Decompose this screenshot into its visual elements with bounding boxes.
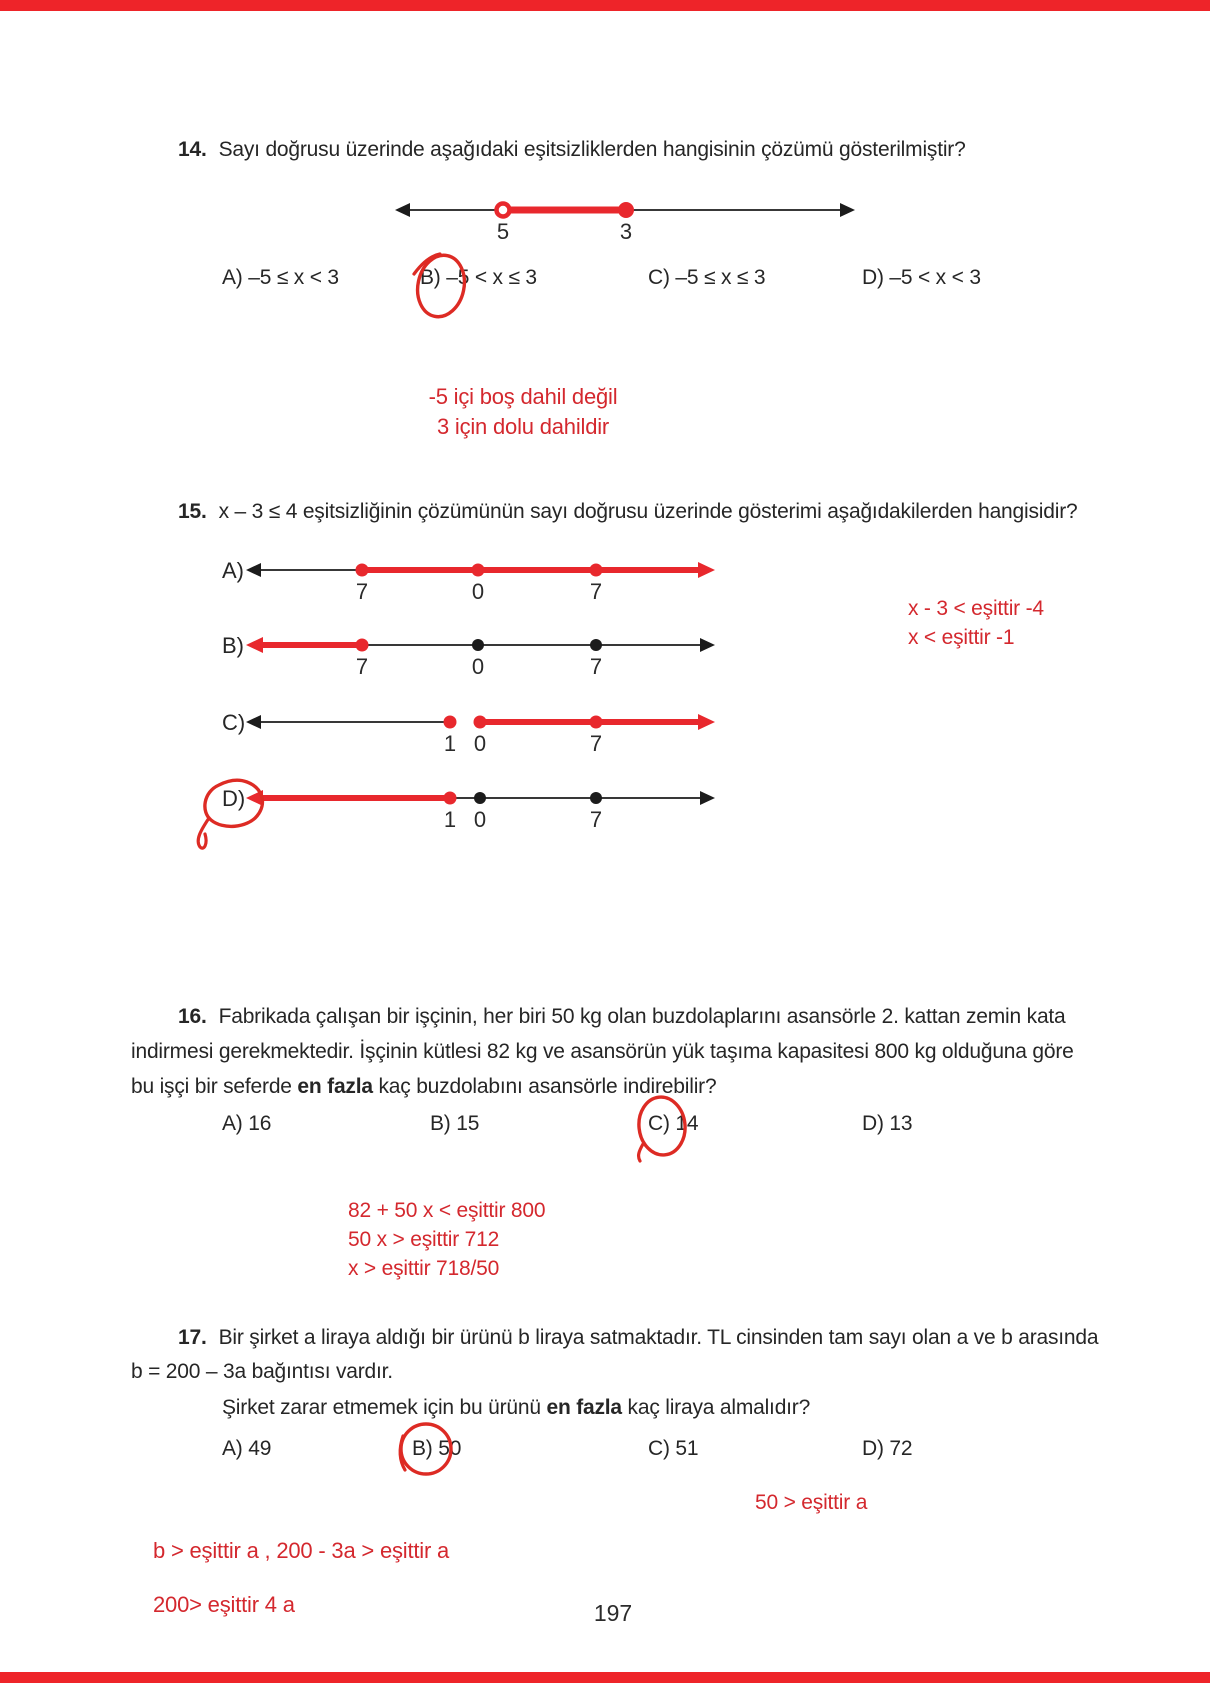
q16-answer-circle [632, 1094, 694, 1164]
q15-option-d-label: D) [222, 786, 246, 811]
annotation-line: x < eşittir -1 [908, 626, 1015, 649]
q15-numberline-a [240, 552, 730, 606]
q14-option-b: B) –5 < x ≤ 3 [420, 266, 537, 289]
q14-option-a: A) –5 ≤ x < 3 [222, 266, 339, 289]
q14-answer-circle [412, 250, 474, 324]
tick-label: 0 [473, 807, 487, 832]
q17-line3-pre: Şirket zarar etmemek için bu ürünü [222, 1396, 547, 1419]
q15-annotation [908, 594, 1044, 652]
q15-numberline-c [240, 704, 730, 758]
q15-option-c-label: C) [222, 710, 246, 735]
page-number: 197 [593, 1600, 633, 1626]
left-arrow-icon [246, 563, 261, 577]
q14-question-line [178, 138, 966, 162]
q16-line3-bold: en fazla [297, 1075, 373, 1098]
tick-label: 7 [589, 807, 603, 832]
left-arrow-icon [246, 637, 263, 653]
q17-line-3 [222, 1396, 810, 1420]
q17-number: 17. [178, 1326, 207, 1349]
q15-question-line [178, 500, 1077, 524]
q16-text-line1: Fabrikada çalışan bir işçinin, her biri 50 kg olan buzdolaplarını asansörle 2. kattan zemin kata [218, 1005, 1066, 1028]
annotation-line: x - 3 < eşittir -4 [908, 597, 1044, 620]
closed-endpoint [618, 202, 634, 218]
q16-line3-post: kaç buzdolabını asansörle indirebilir? [372, 1075, 717, 1098]
q16-option-d: D) 13 [862, 1112, 913, 1135]
q16-line-1 [178, 1005, 1066, 1029]
tick-label: 0 [473, 731, 487, 756]
annotation-line: 3 için dolu dahildir [436, 414, 610, 439]
q16-number: 16. [178, 1005, 207, 1028]
right-arrow-icon [700, 638, 715, 652]
q15-answer-circle [193, 776, 271, 854]
q16-option-a: A) 16 [222, 1112, 272, 1135]
tick-label: 7 [589, 654, 603, 679]
q17-option-c: C) 51 [648, 1437, 699, 1460]
annotation-line: 50 x > eşittir 712 [348, 1228, 500, 1251]
q17-annotation-left-1: b > eşittir a , 200 - 3a > eşittir a [153, 1538, 450, 1563]
q17-option-a: A) 49 [222, 1437, 272, 1460]
left-arrow-icon [246, 715, 261, 729]
q17-line-2: b = 200 – 3a bağıntısı vardır. [131, 1360, 393, 1383]
q14-number: 14. [178, 138, 207, 161]
tick-label: 7 [355, 654, 369, 679]
q14-option-c: C) –5 ≤ x ≤ 3 [648, 266, 766, 289]
q16-option-c: C) 14 [648, 1112, 699, 1135]
right-arrow-icon [700, 791, 715, 805]
q17-option-b: B) 50 [412, 1437, 462, 1460]
tick-label: 5 [496, 219, 510, 244]
q16-annotation [348, 1196, 545, 1283]
annotation-line: x > eşittir 718/50 [348, 1257, 500, 1280]
q15-text: x – 3 ≤ 4 eşitsizliğinin çözümünün sayı doğrusu üzerinde gösterimi aşağıdakilerden hangisidir? [218, 500, 1078, 523]
open-endpoint [497, 204, 510, 217]
q15-option-b-label: B) [222, 633, 244, 658]
tick-label: 0 [471, 654, 485, 679]
tick-label: 0 [471, 579, 485, 604]
q17-annotation-right: 50 > eşittir a [755, 1491, 868, 1514]
right-arrow-icon [698, 714, 715, 730]
tick-label: 7 [589, 731, 603, 756]
q14-option-d: D) –5 < x < 3 [862, 266, 981, 289]
q14-text: Sayı doğrusu üzerinde aşağıdaki eşitsizliklerden hangisinin çözümü gösterilmiştir? [218, 138, 966, 161]
q17-annotation-left-2: 200> eşittir 4 a [153, 1592, 295, 1617]
tick-label: 1 [443, 807, 457, 832]
q17-option-d: D) 72 [862, 1437, 913, 1460]
annotation-line: 82 + 50 x < eşittir 800 [348, 1199, 546, 1222]
q15-option-a-label: A) [222, 558, 244, 583]
q14-annotation [408, 382, 638, 442]
top-red-bar [0, 0, 1210, 11]
tick-label: 1 [443, 731, 457, 756]
annotation-line: -5 içi boş dahil değil [428, 384, 618, 409]
q15-numberline-b [240, 627, 730, 681]
right-arrow-icon [840, 203, 855, 217]
q16-line-2: indirmesi gerekmektedir. İşçinin kütlesi 82 kg ve asansörün yük taşıma kapasitesi 800 kg olduğuna göre [131, 1040, 1074, 1063]
tick-label: 3 [619, 219, 633, 244]
bottom-red-bar [0, 1672, 1210, 1683]
q15-number: 15. [178, 500, 207, 523]
q16-line-3 [131, 1075, 716, 1099]
q16-option-b: B) 15 [430, 1112, 480, 1135]
q16-line3-pre: bu işçi bir seferde [131, 1075, 298, 1098]
tick-label: 7 [355, 579, 369, 604]
q17-answer-circle [396, 1420, 458, 1480]
q17-text-line1: Bir şirket a liraya aldığı bir ürünü b liraya satmaktadır. TL cinsinden tam sayı olan a ve b arasında [218, 1326, 1099, 1349]
q17-line3-post: kaç liraya almalıdır? [621, 1396, 811, 1419]
right-arrow-icon [698, 562, 715, 578]
left-arrow-icon [395, 203, 410, 217]
q15-numberline-d [240, 780, 730, 834]
q14-numberline [390, 194, 860, 250]
q17-line-1 [178, 1326, 1098, 1350]
tick-label: 7 [589, 579, 603, 604]
q17-line3-bold: en fazla [546, 1396, 622, 1419]
